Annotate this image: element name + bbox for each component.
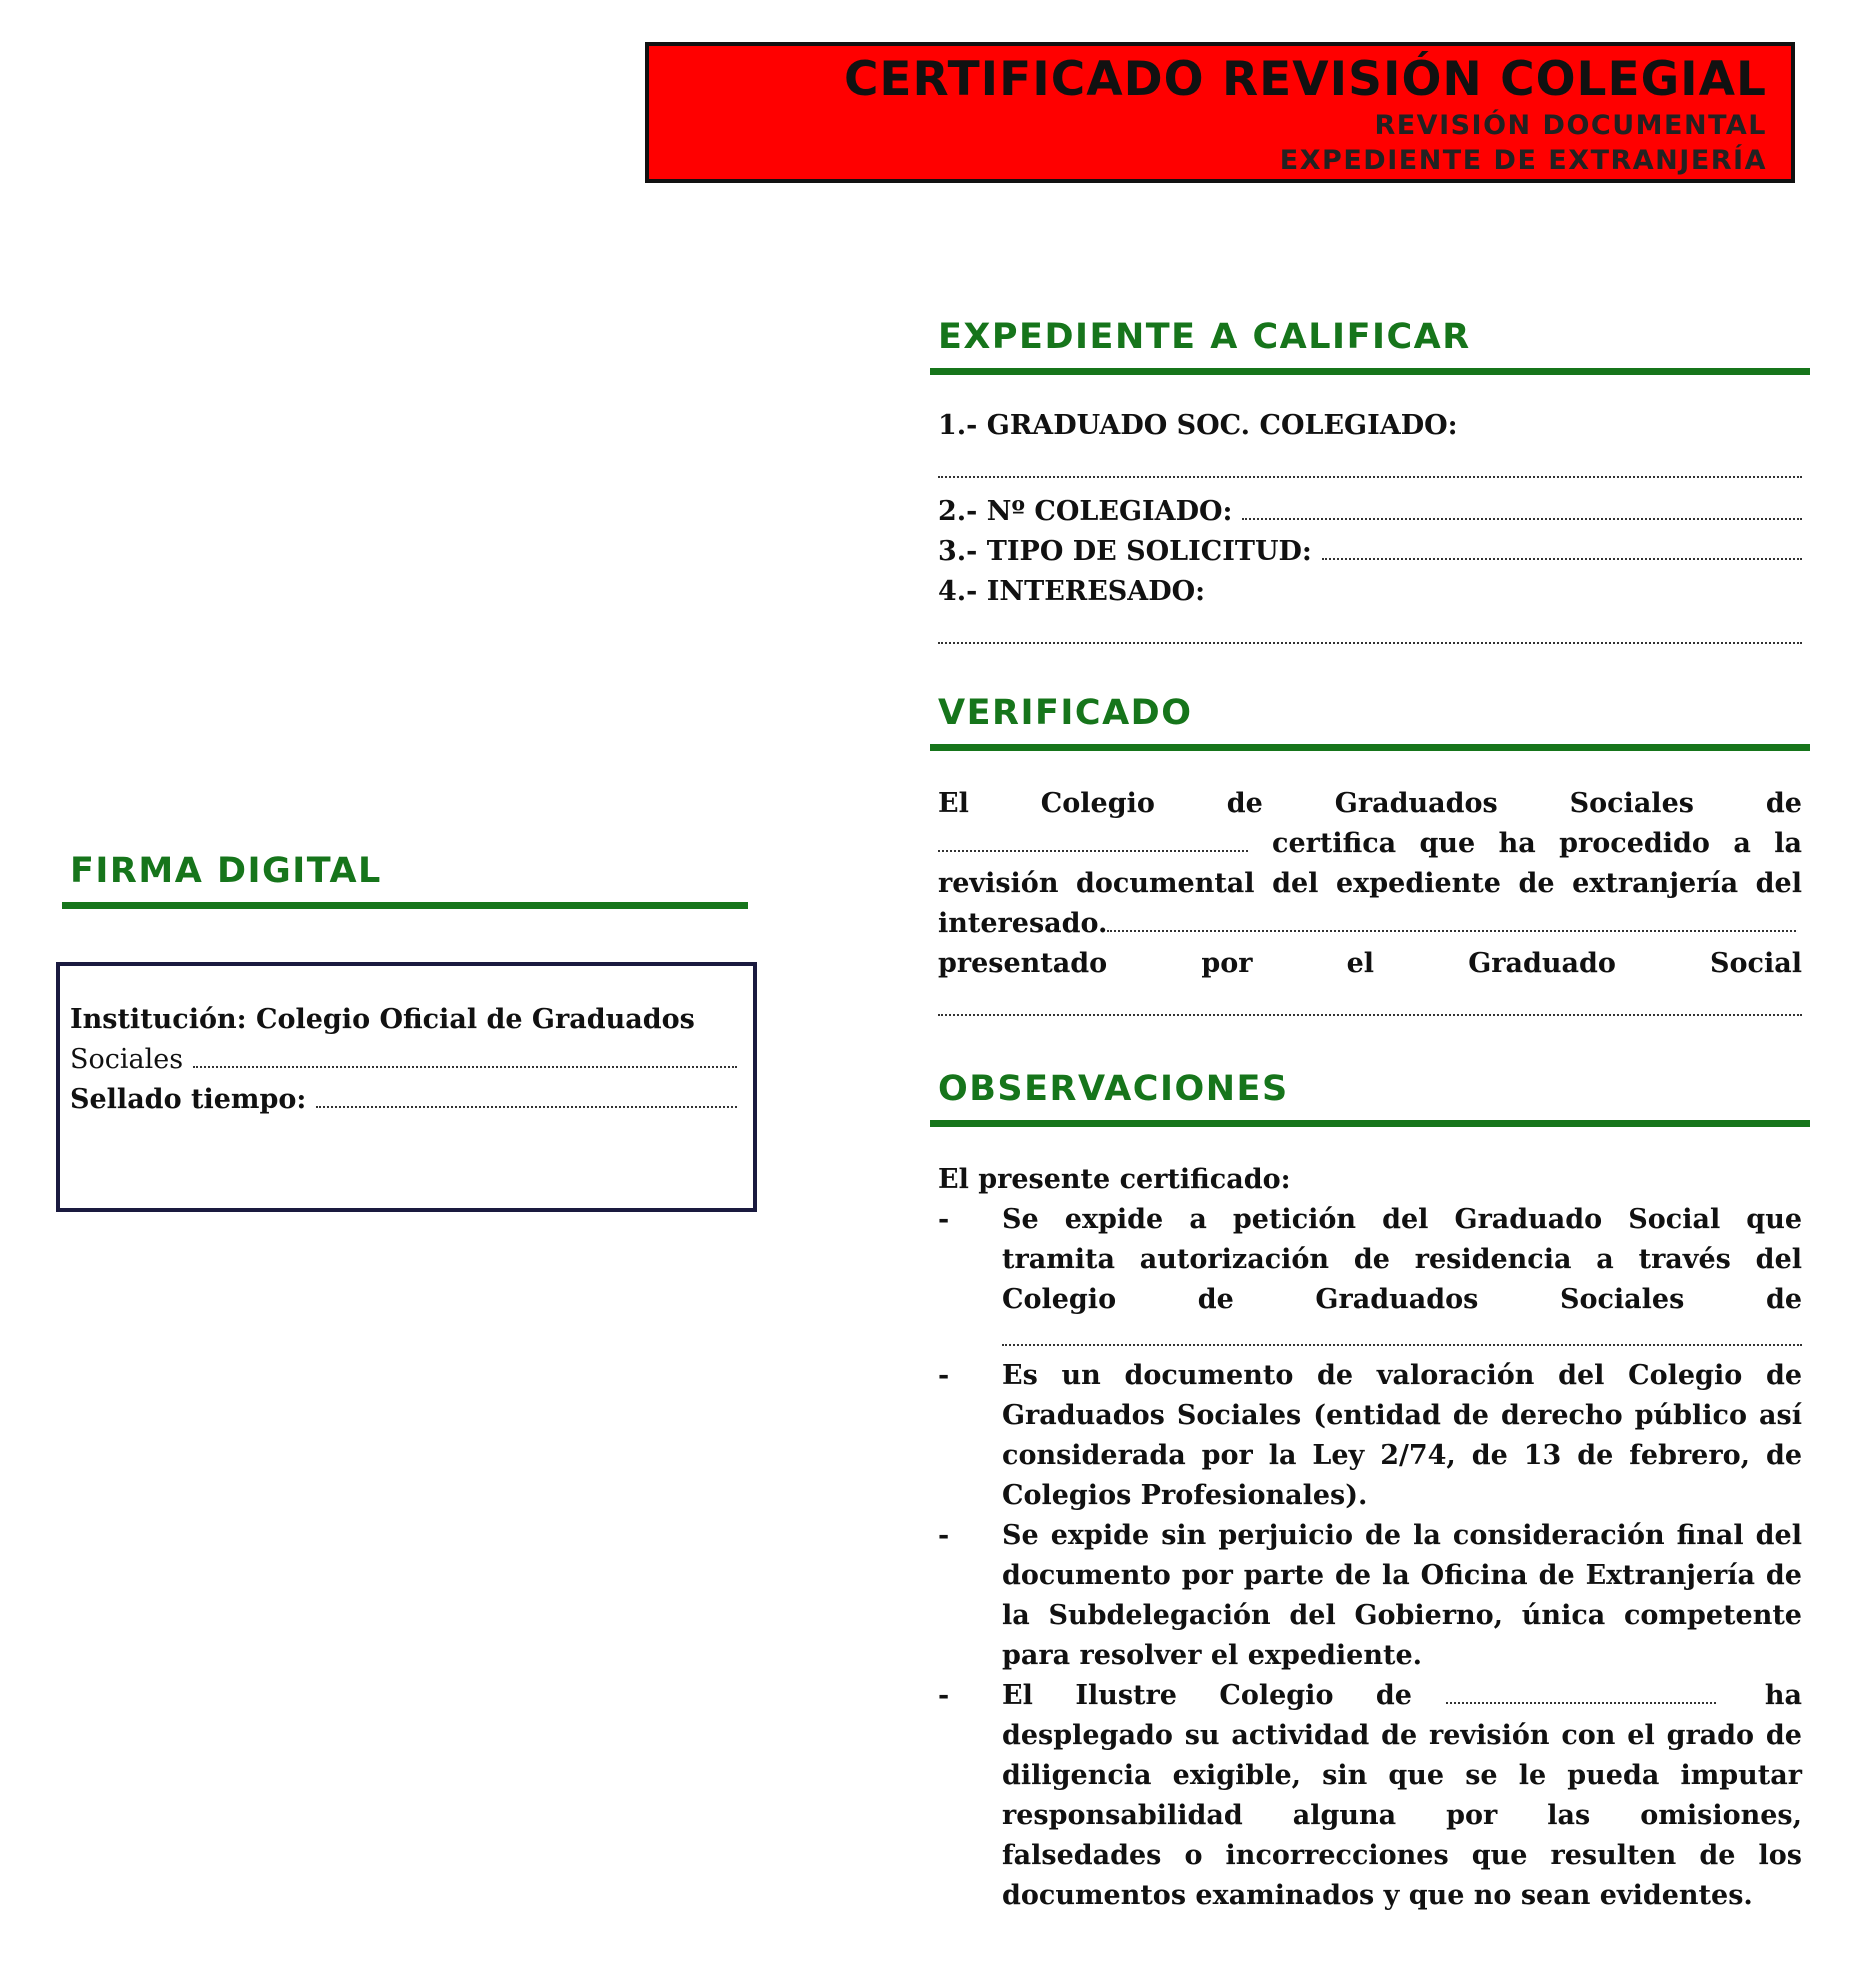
observaciones-intro: El presente certificado:: [938, 1164, 1291, 1195]
colegio-name-line-3[interactable]: [1446, 1678, 1716, 1704]
firma-heading: FIRMA DIGITAL: [62, 852, 748, 909]
observacion-4-start: [1002, 1676, 1412, 1716]
tipo-solicitud-label: 3.- TIPO DE SOLICITUD:: [938, 536, 1312, 567]
verificado-line-2-text: certifica que ha procedido a la: [1272, 828, 1802, 859]
observacion-4-first-line: [1002, 1676, 1802, 1716]
word: el: [1346, 948, 1375, 979]
verificado-line-1: [938, 784, 1802, 824]
list-item: [938, 1516, 1802, 1676]
institucion-field[interactable]: [70, 1040, 737, 1080]
verificado-line-5: [938, 944, 1802, 984]
tipo-solicitud-line[interactable]: [1322, 536, 1802, 560]
list-item: [938, 1356, 1802, 1516]
word: El: [938, 788, 969, 819]
word: Sociales: [1569, 788, 1694, 819]
expediente-heading: EXPEDIENTE A CALIFICAR: [930, 318, 1810, 375]
list-item-content: [1002, 1200, 1802, 1356]
graduado-field-label: 1.- GRADUADO SOC. COLEGIADO:: [938, 410, 1458, 441]
observacion-4-rest: desplegado su actividad de revisión con el grado de diligencia exigible, sin que se le pueda imputar responsabilidad alguna por las omisiones, falsedades o incorrecciones que resulten de los documentos examinados y que no sean evidentes.: [1002, 1720, 1802, 1911]
colegio-name-line-2[interactable]: [1002, 1320, 1802, 1346]
colegiado-number-field[interactable]: [938, 492, 1802, 532]
institucion-line[interactable]: [193, 1044, 737, 1068]
firma-digital-box: [56, 962, 757, 1212]
observacion-1-text: Se expide a petición del Graduado Social que tramita autorización de residencia a través del Colegio de Graduados Sociales de: [1002, 1204, 1802, 1315]
observacion-4-end-word: ha: [1764, 1680, 1802, 1711]
institucion-cont: Sociales: [70, 1044, 184, 1075]
colegiado-number-label: 2.- Nº COLEGIADO:: [938, 496, 1233, 527]
word: Graduado: [1468, 948, 1616, 979]
colegiado-number-line[interactable]: [1242, 496, 1802, 520]
sellado-line[interactable]: [316, 1084, 737, 1108]
word: Colegio: [1040, 788, 1155, 819]
observaciones-list: [938, 1200, 1802, 1916]
observaciones-body: [938, 1160, 1802, 1916]
interesado-field-line[interactable]: [938, 618, 1802, 644]
graduado-social-name-line[interactable]: [938, 990, 1802, 1016]
word: por: [1201, 948, 1253, 979]
observaciones-heading: OBSERVACIONES: [930, 1070, 1810, 1127]
interesado-field-label: 4.- INTERESADO:: [938, 576, 1206, 607]
institucion-label: Institución: Colegio Oficial de Graduados: [70, 1004, 695, 1035]
word: Graduados: [1334, 788, 1498, 819]
certificate-header: [645, 42, 1795, 183]
bullet-dash: -: [938, 1204, 950, 1235]
word: Social: [1710, 948, 1802, 979]
word: presentado: [938, 948, 1108, 979]
word: El: [1002, 1680, 1033, 1711]
certificate-subtitle-revision: REVISIÓN DOCUMENTAL: [1374, 110, 1767, 141]
verificado-paragraph: [938, 784, 1802, 1030]
expediente-fields: [938, 406, 1802, 658]
word: de: [1765, 788, 1802, 819]
sellado-field[interactable]: [70, 1080, 737, 1120]
verificado-heading: VERIFICADO: [930, 694, 1810, 751]
word: de: [1226, 788, 1263, 819]
bullet-dash: -: [938, 1360, 950, 1391]
list-item: [938, 1200, 1802, 1356]
verificado-line-3: revisión documental del expediente de extranjería del: [938, 868, 1802, 899]
list-item: [938, 1676, 1802, 1916]
observacion-2-text: Es un documento de valoración del Colegio de Graduados Sociales (entidad de derecho público así considerada por la Ley 2/74, de 13 de febrero, de Colegios Profesionales).: [1002, 1360, 1802, 1511]
verificado-line-2: [938, 824, 1802, 864]
verificado-line-4: [938, 904, 1802, 944]
graduado-field-line[interactable]: [938, 452, 1802, 478]
tipo-solicitud-field[interactable]: [938, 532, 1802, 572]
interesado-word: interesado.: [938, 908, 1108, 939]
word: Colegio: [1219, 1680, 1334, 1711]
certificate-subtitle-expediente: EXPEDIENTE DE EXTRANJERÍA: [1279, 145, 1767, 176]
certificate-title: CERTIFICADO REVISIÓN COLEGIAL: [843, 52, 1767, 107]
word: de: [1375, 1680, 1412, 1711]
word: Ilustre: [1075, 1680, 1177, 1711]
sellado-label: Sellado tiempo:: [70, 1084, 307, 1115]
interesado-name-line[interactable]: [1107, 908, 1796, 932]
colegio-name-line[interactable]: [938, 826, 1248, 852]
bullet-dash: -: [938, 1680, 950, 1711]
bullet-dash: -: [938, 1520, 950, 1551]
observacion-3-text: Se expide sin perjuicio de la consideración final del documento por parte de la Oficina de Extranjería de la Subdelegación del Gobierno, única competente para resolver el expediente.: [1002, 1520, 1802, 1671]
list-item-content: [1002, 1676, 1802, 1916]
